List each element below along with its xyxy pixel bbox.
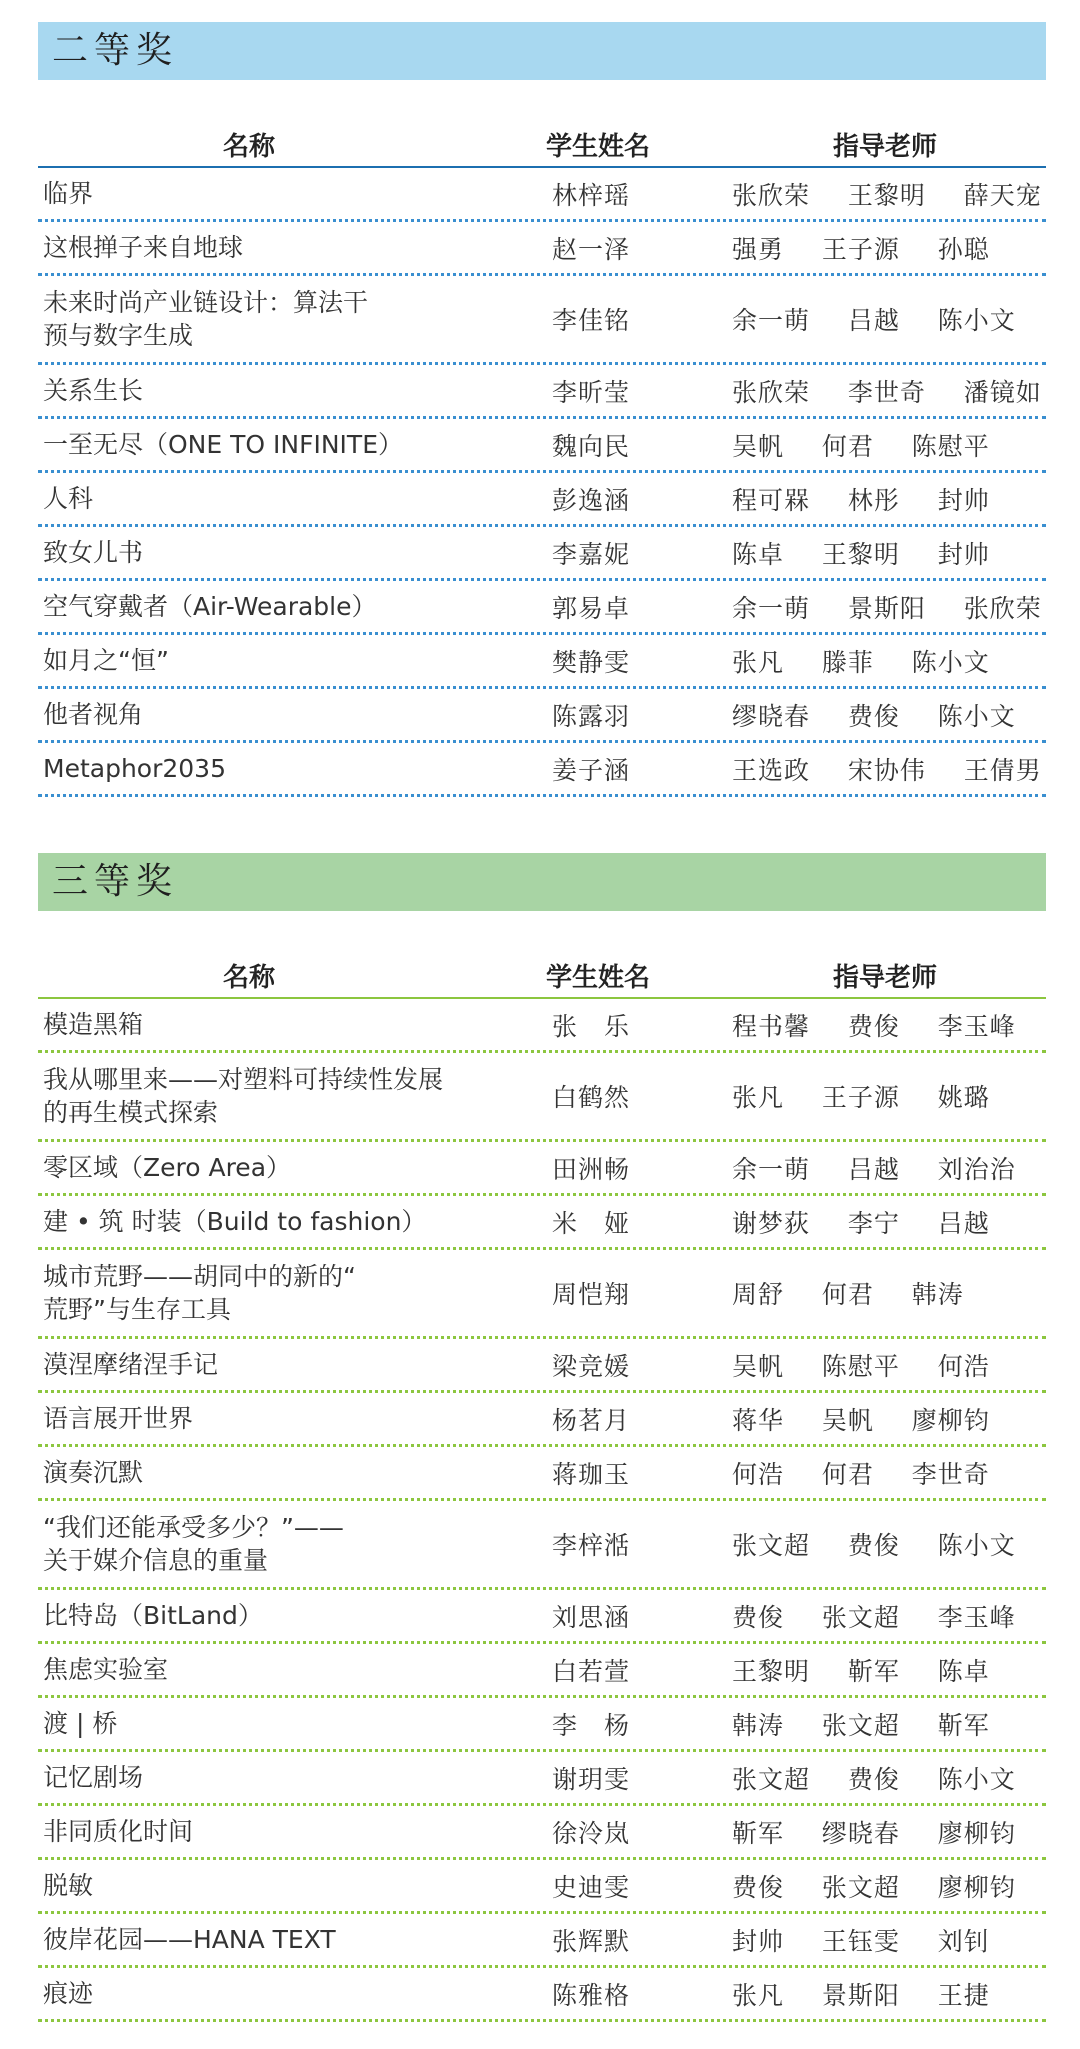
- third-prize-table-header: [38, 955, 1046, 999]
- table-row: [38, 1142, 1046, 1196]
- student-name: 杨茗月: [552, 1405, 631, 1435]
- advisor-names: 周舒 何君 韩涛: [732, 1280, 964, 1309]
- table-row: [38, 1806, 1046, 1860]
- student-name: 谢玥雯: [552, 1764, 631, 1794]
- table-row: [38, 1698, 1046, 1752]
- table-row: [38, 1501, 1046, 1590]
- entry-name: 非同质化时间: [43, 1817, 194, 1846]
- table-row: [38, 689, 1046, 743]
- student-name: 李 杨: [552, 1710, 631, 1740]
- entry-name: 建 • 筑 时装（Build to fashion）: [43, 1207, 427, 1236]
- student-name: 米 娅: [552, 1208, 631, 1238]
- entry-name: 空气穿戴者（Air-Wearable）: [43, 592, 377, 621]
- student-name: 姜子涵: [552, 755, 631, 785]
- advisor-names: 张凡 王子源 姚璐: [732, 1083, 990, 1112]
- entry-name: 模造黑箱: [43, 1010, 144, 1039]
- second-prize-banner: 二等奖: [38, 22, 1046, 80]
- student-name: 刘思涵: [552, 1602, 631, 1632]
- table-row: [38, 1752, 1046, 1806]
- entry-name: 彼岸花园——HANA TEXT: [43, 1925, 336, 1954]
- table-row: [38, 581, 1046, 635]
- student-name: 李昕莹: [552, 377, 631, 407]
- entry-name: 焦虑实验室: [43, 1655, 169, 1684]
- advisor-names: 韩涛 张文超 靳军: [732, 1710, 990, 1740]
- student-name: 陈露羽: [552, 701, 631, 731]
- third-prize-section: [38, 853, 1046, 2022]
- header-student: 学生姓名: [546, 132, 651, 162]
- advisor-names: 程书馨 费俊 李玉峰: [732, 1011, 1016, 1041]
- entry-name: 人科: [43, 484, 94, 513]
- entry-name: 致女儿书: [43, 538, 144, 567]
- entry-name: 关系生长: [43, 376, 144, 405]
- advisor-names: 缪晓春 费俊 陈小文: [732, 701, 1016, 731]
- entry-name: 我从哪里来——对塑料可持续性发展 的再生模式探索: [43, 1065, 444, 1127]
- advisor-names: 张文超 费俊 陈小文: [732, 1531, 1016, 1560]
- student-name: 徐泠岚: [552, 1818, 631, 1848]
- advisor-names: 张欣荣 王黎明 薛天宠: [732, 180, 1042, 210]
- table-row: [38, 999, 1046, 1053]
- advisor-names: 费俊 张文超 廖柳钧: [732, 1872, 1016, 1902]
- advisor-names: 王黎明 靳军 陈卓: [732, 1656, 990, 1686]
- student-name: 白若萱: [552, 1656, 631, 1686]
- table-row: [38, 527, 1046, 581]
- table-row: [38, 222, 1046, 276]
- advisor-names: 吴帆 陈慰平 何浩: [732, 1351, 990, 1381]
- student-name: 陈雅格: [552, 1980, 631, 2010]
- student-name: 李梓湉: [552, 1531, 631, 1560]
- second-prize-rows: [38, 168, 1046, 797]
- table-row: [38, 168, 1046, 222]
- entry-name: 脱敏: [43, 1871, 94, 1900]
- advisor-names: 谢梦荻 李宁 吕越: [732, 1208, 990, 1238]
- table-row: [38, 635, 1046, 689]
- entry-name: 未来时尚产业链设计：算法干 预与数字生成: [43, 288, 369, 350]
- second-prize-table-header: [38, 124, 1046, 168]
- table-row: [38, 1590, 1046, 1644]
- table-row: [38, 1644, 1046, 1698]
- table-row: [38, 1447, 1046, 1501]
- table-row: [38, 1860, 1046, 1914]
- second-prize-section: [38, 22, 1046, 797]
- student-name: 田洲畅: [552, 1154, 631, 1184]
- header-teachers: 指导老师: [833, 132, 938, 162]
- student-name: 张 乐: [552, 1011, 631, 1041]
- advisor-names: 张凡 滕菲 陈小文: [732, 647, 990, 677]
- table-row: [38, 1196, 1046, 1250]
- advisor-names: 蒋华 吴帆 廖柳钧: [732, 1405, 990, 1435]
- advisor-names: 张凡 景斯阳 王捷: [732, 1980, 990, 2010]
- student-name: 周恺翔: [552, 1280, 631, 1309]
- header-name: 名称: [223, 132, 276, 162]
- advisor-names: 程可槑 林彤 封帅: [732, 485, 990, 515]
- entry-name: 零区域（Zero Area）: [43, 1153, 292, 1182]
- advisor-names: 靳军 缪晓春 廖柳钧: [732, 1818, 1016, 1848]
- entry-name: 记忆剧场: [43, 1763, 144, 1792]
- table-row: [38, 1968, 1046, 2022]
- advisor-names: 吴帆 何君 陈慰平: [732, 431, 990, 461]
- student-name: 李嘉妮: [552, 539, 631, 569]
- student-name: 樊静雯: [552, 647, 631, 677]
- table-row: [38, 1914, 1046, 1968]
- advisor-names: 张欣荣 李世奇 潘镜如: [732, 377, 1042, 407]
- entry-name: 他者视角: [43, 700, 144, 729]
- student-name: 白鹤然: [552, 1083, 631, 1112]
- table-row: [38, 473, 1046, 527]
- header-name: 名称: [223, 963, 276, 993]
- student-name: 梁竞媛: [552, 1351, 631, 1381]
- table-row: [38, 1339, 1046, 1393]
- advisor-names: 余一萌 景斯阳 张欣荣: [732, 593, 1042, 623]
- table-row: [38, 1250, 1046, 1339]
- student-name: 魏向民: [552, 431, 631, 461]
- advisor-names: 张文超 费俊 陈小文: [732, 1764, 1016, 1794]
- entry-name: 临界: [43, 179, 94, 208]
- entry-name: 如月之“恒”: [43, 646, 169, 675]
- student-name: 彭逸涵: [552, 485, 631, 515]
- student-name: 李佳铭: [552, 306, 631, 335]
- table-row: [38, 276, 1046, 365]
- entry-name: 这根掸子来自地球: [43, 233, 244, 262]
- student-name: 张辉默: [552, 1926, 631, 1956]
- table-row: [38, 1393, 1046, 1447]
- table-row: [38, 419, 1046, 473]
- entry-name: Metaphor2035: [43, 754, 226, 783]
- advisor-names: 王选政 宋协伟 王倩男: [732, 755, 1042, 785]
- header-teachers: 指导老师: [833, 963, 938, 993]
- entry-name: 比特岛（BitLand）: [43, 1601, 263, 1630]
- entry-name: 痕迹: [43, 1979, 94, 2008]
- table-row: [38, 365, 1046, 419]
- entry-name: 一至无尽（ONE TO INFINITE）: [43, 430, 403, 459]
- advisor-names: 封帅 王钰雯 刘钊: [732, 1926, 990, 1956]
- entry-name: “我们还能承受多少？”—— 关于媒介信息的重量: [43, 1513, 344, 1575]
- header-student: 学生姓名: [546, 963, 651, 993]
- entry-name: 渡 | 桥: [43, 1709, 118, 1738]
- entry-name: 语言展开世界: [43, 1404, 194, 1433]
- student-name: 郭易卓: [552, 593, 631, 623]
- advisor-names: 何浩 何君 李世奇: [732, 1459, 990, 1489]
- student-name: 蒋珈玉: [552, 1459, 631, 1489]
- entry-name: 漠涅摩绪涅手记: [43, 1350, 219, 1379]
- third-prize-rows: [38, 999, 1046, 2022]
- advisor-names: 陈卓 王黎明 封帅: [732, 539, 990, 569]
- advisor-names: 强勇 王子源 孙聪: [732, 234, 990, 264]
- student-name: 赵一泽: [552, 234, 631, 264]
- table-row: [38, 743, 1046, 797]
- entry-name: 城市荒野——胡同中的新的“ 荒野”与生存工具: [43, 1262, 356, 1324]
- student-name: 林梓瑶: [552, 180, 631, 210]
- entry-name: 演奏沉默: [43, 1458, 144, 1487]
- advisor-names: 费俊 张文超 李玉峰: [732, 1602, 1016, 1632]
- advisor-names: 余一萌 吕越 刘治治: [732, 1154, 1016, 1184]
- student-name: 史迪雯: [552, 1872, 631, 1902]
- table-row: [38, 1053, 1046, 1142]
- third-prize-banner: 三等奖: [38, 853, 1046, 911]
- advisor-names: 余一萌 吕越 陈小文: [732, 306, 1016, 335]
